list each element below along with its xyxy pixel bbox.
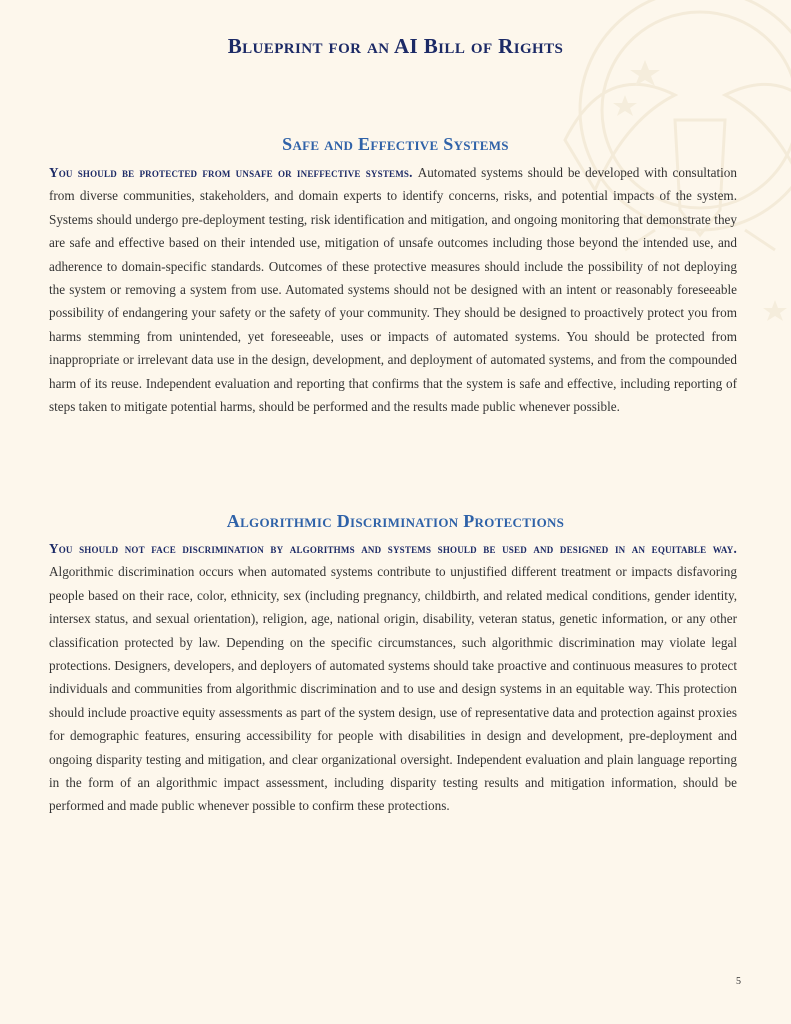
section-lead-statement: You should be protected from unsafe or ineffective systems.	[49, 165, 418, 180]
section-paragraph-safe-effective	[49, 161, 737, 418]
section-heading-safe-effective: Safe and Effective Systems	[282, 134, 509, 154]
section-lead-statement: You should not face discrimination by algorithms and systems should be used and designed in an equitable way.	[49, 541, 737, 556]
section-body-text: Automated systems should be developed with consultation from diverse communities, stakeholders, and domain experts to identify concerns, risks, and potential impacts of the system. Systems should undergo pre-deployment testing, risk identification and mitigation, and ongoing monitoring that demonstrate they are safe and effective based on their intended use, mitigation of unsafe outcomes including those beyond the intended use, and adherence to domain-specific standards. Outcomes of these protective measures should include the possibility of not deploying the system or removing a system from use. Automated systems should not be designed with an intent or reasonably foreseeable possibility of endangering your safety or the safety of your community. They should be designed to proactively protect you from harms stemming from unintended, yet foreseeable, uses or impacts of automated systems. You should be protected from inappropriate or irrelevant data use in the design, development, and deployment of automated systems, and from the compounded harm of its reuse. Independent evaluation and reporting that confirms that the system is safe and effective, including reporting of steps taken to mitigate potential harms, should be performed and the results made public whenever possible.	[49, 165, 737, 415]
section-body-text: Algorithmic discrimination occurs when automated systems contribute to unjustified different treatment or impacts disfavoring people based on their race, color, ethnicity, sex (including pregnancy, childbirth, and related medical conditions, gender identity, intersex status, and sexual orientation), religion, age, national origin, disability, veteran status, genetic information, or any other classification protected by law. Depending on the specific circumstances, such algorithmic discrimination may violate legal protections. Designers, developers, and deployers of automated systems should take proactive and continuous measures to protect individuals and communities from algorithmic discrimination and to use and design systems in an equitable way. This protection should include proactive equity assessments as part of the system design, use of representative data and protection against proxies for demographic features, ensuring accessibility for people with disabilities in design and development, pre-deployment and ongoing disparity testing and mitigation, and clear organizational oversight. Independent evaluation and plain language reporting in the form of an algorithmic impact assessment, including disparity testing results and mitigation information, should be performed and made public whenever possible to confirm these protections.	[49, 564, 737, 814]
section-heading-algorithmic-discrimination: Algorithmic Discrimination Protections	[226, 511, 565, 531]
section-paragraph-algorithmic-discrimination	[49, 537, 737, 818]
page-number: 5	[736, 976, 741, 987]
page-title: Blueprint for an AI Bill of Rights	[227, 34, 564, 58]
